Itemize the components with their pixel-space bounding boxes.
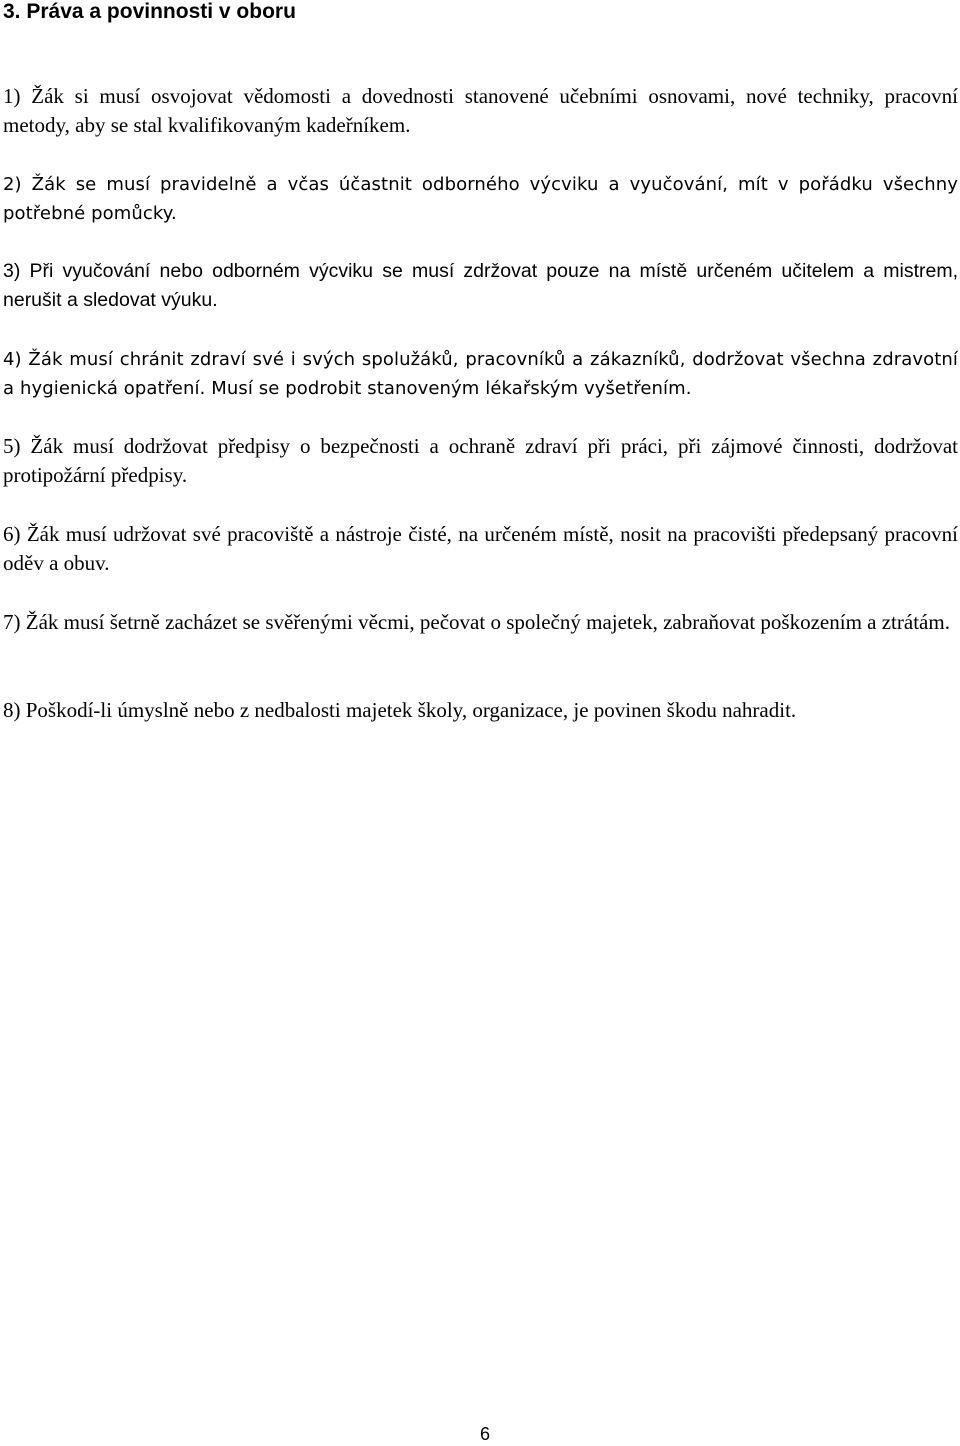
page-number: 6 (479, 1424, 490, 1444)
paragraph-2: 2) Žák se musí pravidelně a včas účastnit odborného výcviku a vyučování, mít v pořádku všechny potřebné pomůcky. (3, 174, 958, 224)
paragraph-8: 8) Poškodí-li úmyslně nebo z nedbalosti majetek školy, organizace, je povinen škodu nahradit. (3, 698, 797, 722)
paragraph-7: 7) Žák musí šetrně zacházet se svěřenými věcmi, pečovat o společný majetek, zabraňovat poškozením a ztrátám. (3, 610, 950, 634)
paragraph-6: 6) Žák musí udržovat své pracoviště a nástroje čisté, na určeném místě, nosit na pracovišti předepsaný pracovní oděv a obuv. (3, 522, 958, 575)
paragraph-1: 1) Žák si musí osvojovat vědomosti a dovednosti stanovené učebními osnovami, nové techniky, pracovní metody, aby se stal kvalifikovaným kadeřníkem. (3, 84, 958, 137)
paragraph-5: 5) Žák musí dodržovat předpisy o bezpečnosti a ochraně zdraví při práci, při zájmové činnosti, dodržovat protipožární předpisy. (3, 434, 958, 487)
paragraph-3: 3) Při vyučování nebo odborném výcviku se musí zdržovat pouze na místě určeném učitelem a mistrem, nerušit a sledovat výuku. (3, 260, 958, 311)
paragraph-4: 4) Žák musí chránit zdraví své i svých spolužáků, pracovníků a zákazníků, dodržovat všechna zdravotní a hygienická opatření. Musí se podrobit stanoveným lékařským vyšetřením. (3, 349, 958, 399)
section-heading: 3. Práva a povinnosti v oboru (3, 0, 296, 23)
